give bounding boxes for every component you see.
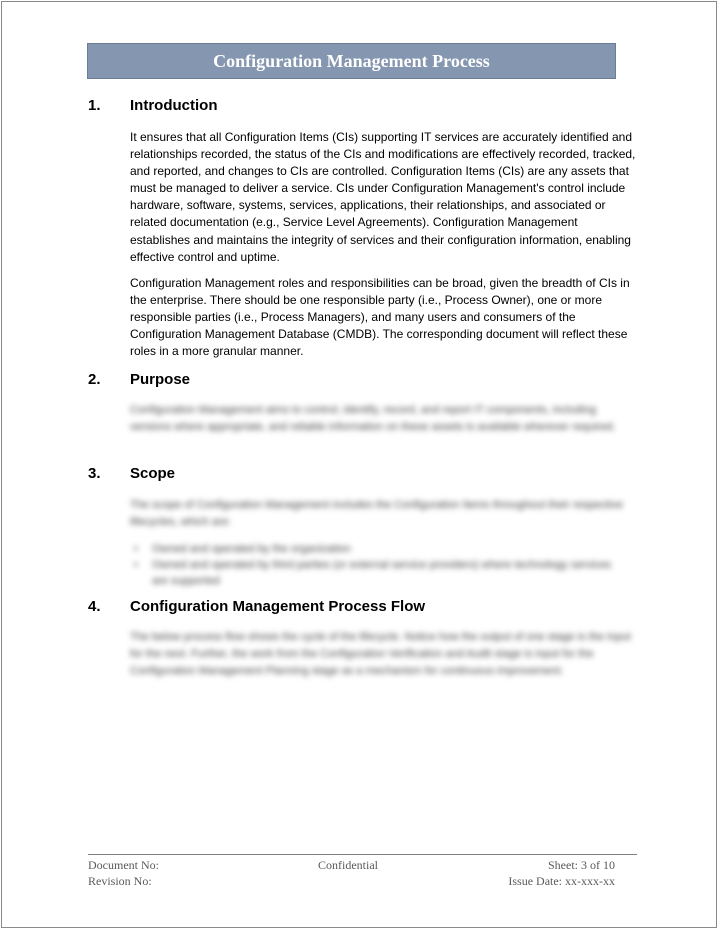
section-heading-scope (88, 465, 175, 482)
footer-issue-date: Issue Date: xx-xxx-xx (508, 874, 615, 888)
footer-divider (88, 854, 637, 855)
section-number: 3. (88, 465, 101, 482)
purpose-paragraph: Configuration Management aims to control, identify, record, and report IT components, including versions where appropriate, and reliable information on these assets is available wherever required. (130, 404, 616, 433)
footer-document-no: Document No: (88, 858, 159, 872)
section-title: Configuration Management Process Flow (130, 598, 426, 615)
scope-bullet-list (130, 541, 620, 589)
footer-classification: Confidential (318, 858, 378, 872)
section-heading-purpose (88, 371, 190, 388)
section-number: 1. (88, 97, 101, 114)
document-title: Configuration Management Process (87, 43, 616, 79)
scope-paragraph: The scope of Configuration Management includes the Configuration Items throughout their respective lifecycles, which are: (130, 499, 623, 528)
section-title: Introduction (130, 97, 218, 114)
introduction-paragraph-1: It ensures that all Configuration Items (CIs) supporting IT services are accurately identified and relationships recorded, the status of the CIs and modifications are effectively recorded, tracked, and reported, and changes to CIs are controlled. Configuration Items (CIs) are any assets that must be managed to deliver a service. CIs under Configuration Management's control include hardware, software, systems, services, applications, their relationships, and associated or related documentation (e.g., Service Level Agreements). Configuration Management establishes and maintains the integrity of services and their configuration information, enabling effective control and uptime. (130, 130, 636, 264)
section-heading-introduction (88, 97, 217, 114)
list-item: • Owned and operated by the organization (130, 541, 620, 557)
section-number: 2. (88, 371, 101, 388)
section-title: Scope (130, 465, 176, 482)
section-heading-process-flow (88, 598, 425, 615)
introduction-paragraph-2: Configuration Management roles and responsibilities can be broad, given the breadth of CIs in the enterprise. There should be one responsible party (i.e., Process Owner), one or more responsible parties (i.e., Process Managers), and many users and consumers of the Configuration Management Database (CMDB). The corresponding document will reflect these roles in a more granular manner. (130, 276, 630, 359)
footer-sheet-number: Sheet: 3 of 10 (548, 858, 615, 872)
list-item: • Owned and operated by third parties (or external service providers) where technology services are supported (130, 557, 620, 589)
process-flow-paragraph: The below process flow shows the cycle of the lifecycle. Notice how the output of one stage is the input for the next. Further, the work from the Configuration Verification and Audit stage is input for the Configuration Management Planning stage as a mechanism for continuous improvement. (130, 631, 631, 677)
section-number: 4. (88, 598, 101, 615)
footer-revision-no: Revision No: (88, 874, 152, 888)
section-title: Purpose (130, 371, 191, 388)
